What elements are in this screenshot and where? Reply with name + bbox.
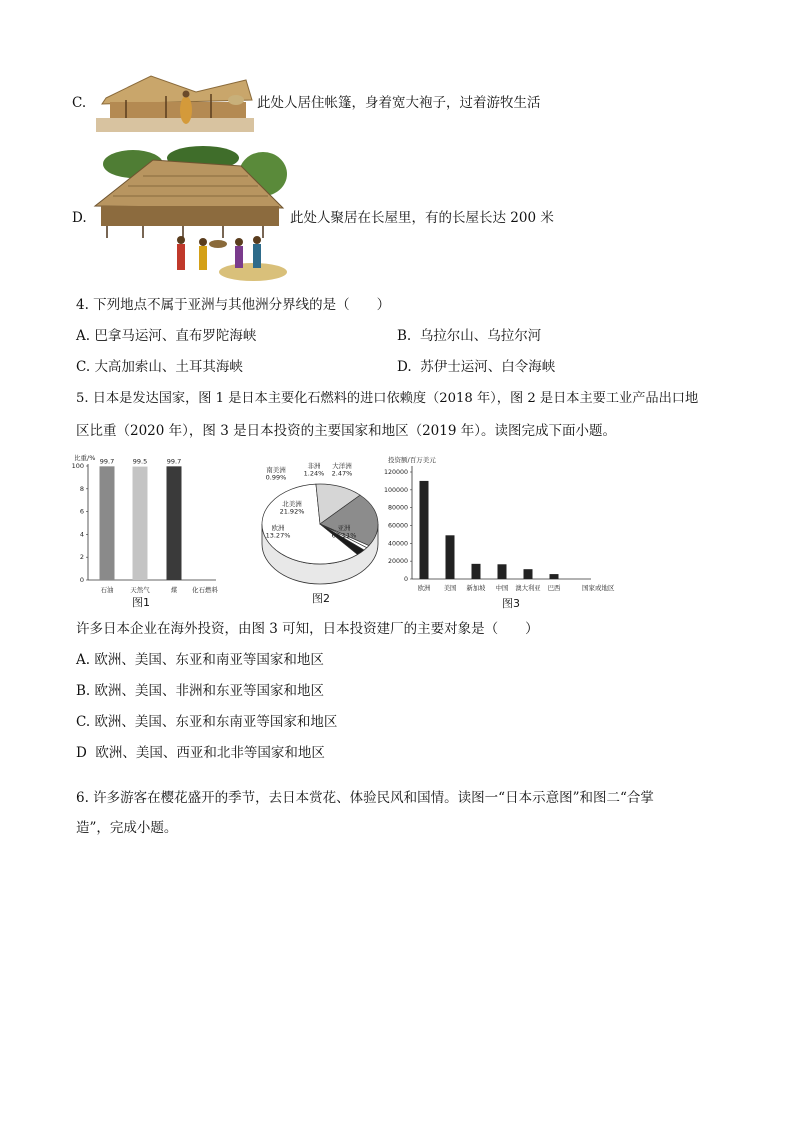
q6-line1: 6. 许多游客在樱花盛开的季节，去日本赏花、体验民风和国情。读图一“日本示意图”和图二“合掌 <box>76 790 654 806</box>
chart2-slice-value: 60.11% <box>331 531 357 540</box>
option-text: 乌拉尔山、乌拉尔河 <box>419 328 542 344</box>
option-text: 欧洲、美国、非洲和东亚等国家和地区 <box>94 683 325 699</box>
chart2-slice-name: 大洋洲 <box>332 462 352 470</box>
chart1-ytick-label: 2 <box>79 553 84 562</box>
chart1-bar <box>133 467 148 580</box>
option-label: D. <box>397 359 412 375</box>
q5-option-a <box>76 651 324 669</box>
figure-1-fossil-fuel-dependence-chart <box>66 452 226 610</box>
option-label: B. <box>397 328 412 344</box>
chart1-category-label: 石油 <box>100 586 114 594</box>
chart1-ylabel: 比重/% <box>74 454 96 462</box>
option-text: 欧洲、美国、东亚和东南亚等国家和地区 <box>94 714 338 730</box>
option-label: A. <box>76 652 91 668</box>
chart3-bar <box>420 481 429 579</box>
figure-2-export-regions-pie-chart <box>258 458 388 608</box>
q4-stem: 4. 下列地点不属于亚洲与其他洲分界线的是（ ） <box>76 297 391 313</box>
chart3-ytick-label: 100000 <box>383 486 408 494</box>
chart3-xlabel: 国家或地区 <box>582 584 615 592</box>
longhouse-illustration <box>93 146 289 284</box>
q4-option-d <box>397 358 555 376</box>
chart3-bar <box>498 564 507 579</box>
chart3-category-label: 欧洲 <box>417 585 431 592</box>
q5-stem-line1: 5. 日本是发达国家，图 1 是日本主要化石燃料的进口依赖度（2018 年），图 2 是日本主要工业产品出口地 <box>76 391 699 406</box>
chart3-ytick-label: 120000 <box>383 469 408 476</box>
chart3-category-label: 巴西 <box>547 585 561 592</box>
chart1-category-label: 天然气 <box>130 586 150 594</box>
q5-sub-stem: 许多日本企业在海外投资，由图 3 可知，日本投资建厂的主要对象是（ ） <box>76 621 539 637</box>
chart3-ylabel: 投资额/百万美元 <box>388 456 436 464</box>
option-label: B. <box>76 683 91 699</box>
figure-3-investment-chart <box>376 452 622 610</box>
chart1-ytick-label: 100 <box>71 462 84 470</box>
chart2-slice-value: 2.47% <box>331 469 353 478</box>
chart2-slice-name: 欧洲 <box>271 524 285 532</box>
chart3-bar <box>472 564 481 579</box>
chart3-category-label: 澳大利亚 <box>515 585 541 592</box>
option-text: 欧洲、美国、西亚和北非等国家和地区 <box>95 745 325 761</box>
chart3-category-label: 美国 <box>443 585 457 592</box>
q6-line2: 造”，完成小题。 <box>76 820 178 836</box>
chart3-ytick-label: 40000 <box>387 540 408 548</box>
option-c-label: C. <box>72 95 87 111</box>
option-label: C. <box>76 714 91 730</box>
chart3-bar <box>524 569 533 579</box>
option-d-text: 此处人聚居在长屋里，有的长屋长达 200 米 <box>290 210 554 226</box>
chart2-slice-value: 0.99% <box>265 473 287 482</box>
option-label: C. <box>76 359 91 375</box>
chart3-bar <box>550 574 559 579</box>
chart1-data-label: 99.7 <box>166 457 182 466</box>
q4-option-b <box>397 327 541 345</box>
chart1-data-label: 99.5 <box>132 457 148 466</box>
q5-stem-line2: 区比重（2020 年），图 3 是日本投资的主要国家和地区（2019 年）。读图完成下面小题。 <box>76 423 616 439</box>
chart1-bar <box>167 466 182 580</box>
chart2-slice-name: 非洲 <box>307 462 321 470</box>
q4-option-a <box>76 327 256 345</box>
chart1-xlabel: 化石燃料 <box>192 586 218 594</box>
chart3-ytick-label: 20000 <box>387 558 408 566</box>
chart2-slice-name: 北美洲 <box>282 500 302 508</box>
nomad-tent-illustration <box>96 70 254 132</box>
option-d-label: D. <box>72 210 87 226</box>
chart2-slice-value: 13.27% <box>265 531 291 540</box>
q4-option-c <box>76 358 243 376</box>
chart3-ytick-label: 80000 <box>387 504 408 512</box>
chart2-slice-name: 亚洲 <box>337 524 351 532</box>
chart2-caption: 图2 <box>312 592 330 605</box>
q5-option-c <box>76 713 337 731</box>
option-text: 大高加索山、土耳其海峡 <box>94 359 243 375</box>
chart1-ytick-label: 4 <box>79 530 84 539</box>
chart1-ytick-label: 8 <box>79 484 84 493</box>
chart1-data-label: 99.7 <box>99 457 115 466</box>
q5-option-d <box>76 744 325 762</box>
chart1-ytick-label: 0 <box>79 576 84 584</box>
option-text: 欧洲、美国、东亚和南亚等国家和地区 <box>94 652 324 668</box>
chart3-category-label: 中国 <box>495 585 509 592</box>
chart2-slice-value: 21.92% <box>279 507 305 516</box>
chart3-category-label: 新加坡 <box>466 585 486 592</box>
q5-option-b <box>76 682 324 700</box>
chart3-ytick-label: 0 <box>403 576 408 583</box>
option-text: 苏伊士运河、白令海峡 <box>420 359 556 375</box>
chart2-slice-name: 南美洲 <box>266 466 286 474</box>
chart1-ytick-label: 6 <box>79 507 84 516</box>
chart1-caption: 图1 <box>132 596 150 609</box>
chart2-slice-value: 1.24% <box>303 469 325 478</box>
chart1-category-label: 煤 <box>170 586 178 594</box>
chart3-ytick-label: 60000 <box>387 522 408 530</box>
chart3-caption: 图3 <box>502 597 520 610</box>
chart3-bar <box>446 535 455 579</box>
option-label: A. <box>76 328 91 344</box>
option-label: D <box>76 745 87 761</box>
option-c-text: 此处人居住帐篷，身着宽大袍子，过着游牧生活 <box>257 95 541 111</box>
option-text: 巴拿马运河、直布罗陀海峡 <box>94 328 257 344</box>
chart1-bar <box>100 466 115 580</box>
